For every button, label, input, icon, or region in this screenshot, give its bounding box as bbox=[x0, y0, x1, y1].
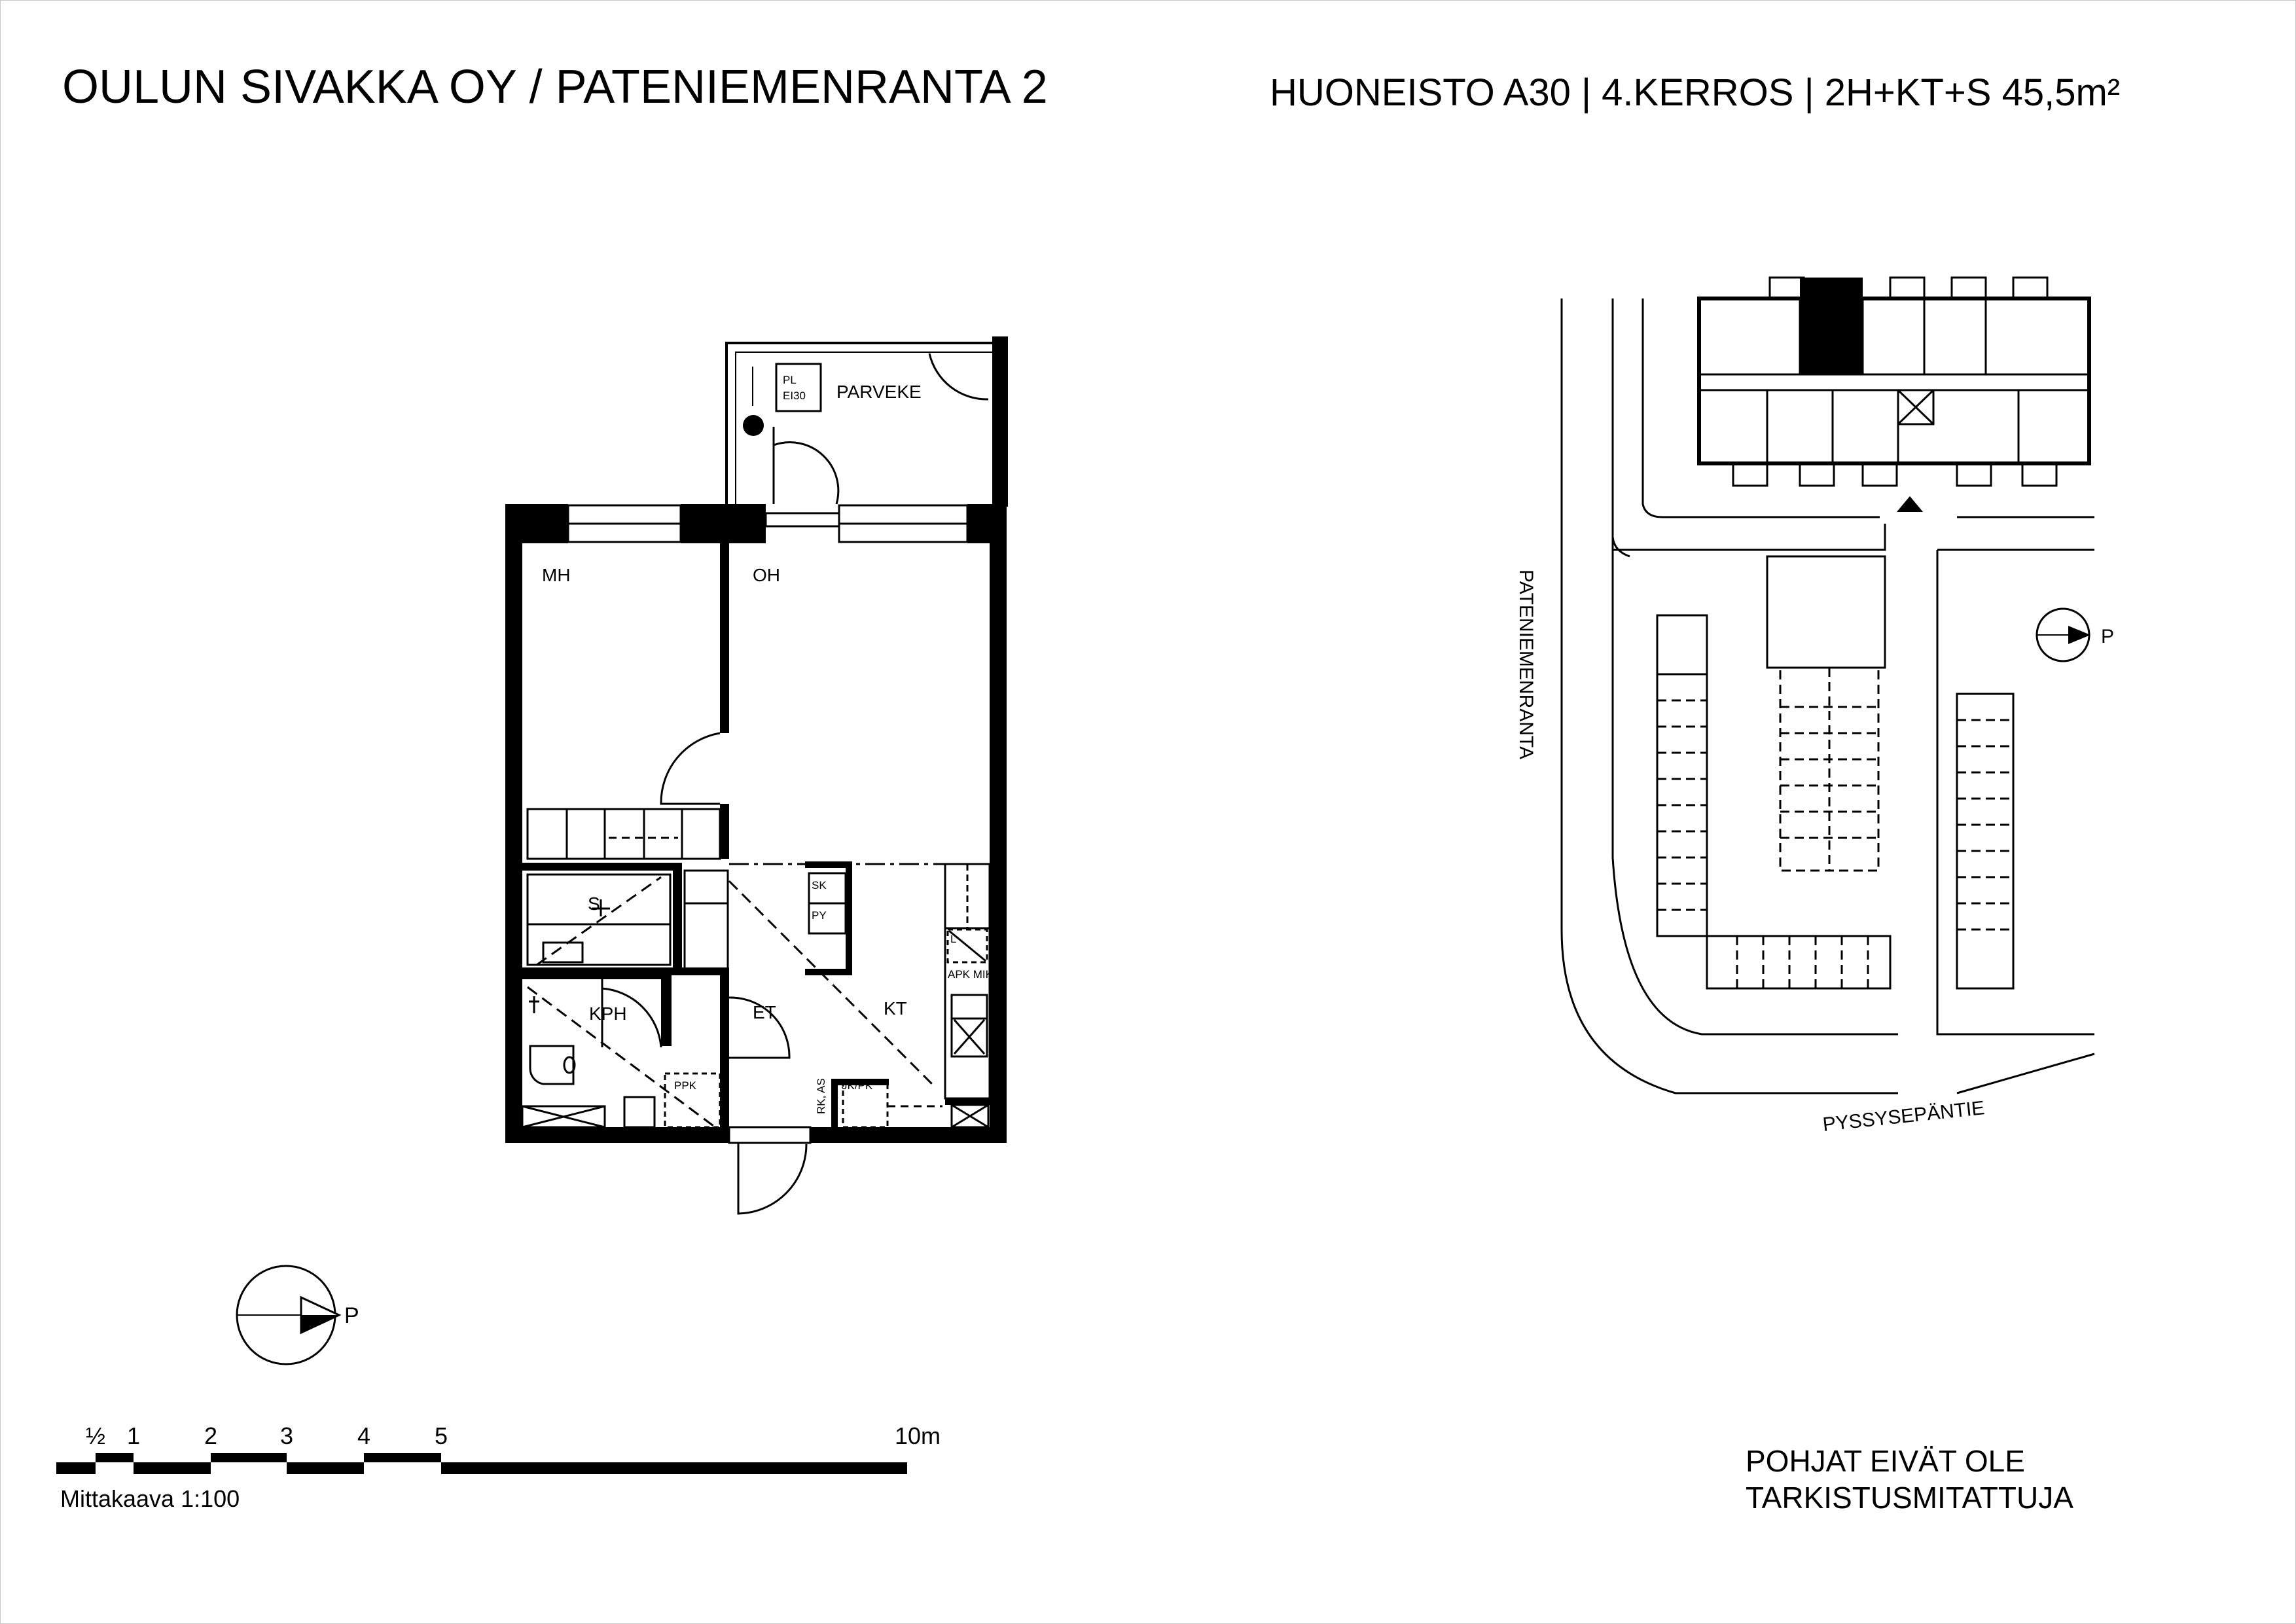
scale-tick-4: 4 bbox=[357, 1422, 371, 1449]
label-sk: SK bbox=[812, 879, 827, 892]
scale-tick-2: 2 bbox=[204, 1422, 218, 1449]
label-ei30: EI30 bbox=[783, 389, 806, 402]
site-compass-label: P bbox=[2101, 626, 2115, 647]
floor-plan bbox=[505, 336, 1008, 1214]
label-apk-mik: APK MIK bbox=[948, 968, 993, 981]
label-kitchen: KT bbox=[884, 998, 907, 1019]
compass bbox=[237, 1266, 359, 1364]
disclaimer-line-1: POHJAT EIVÄT OLE bbox=[1746, 1444, 2025, 1478]
label-ppk: PPK bbox=[674, 1079, 697, 1092]
label-jk-pk: JK/PK bbox=[842, 1079, 873, 1092]
label-py: PY bbox=[812, 909, 827, 922]
street-label-pateniemenranta: PATENIEMENRANTA bbox=[1515, 569, 1537, 760]
windows bbox=[568, 505, 967, 542]
scale-tick-3: 3 bbox=[279, 1422, 294, 1449]
label-sauna: S bbox=[588, 893, 600, 914]
street-label-pyssysepantie: PYSSYSEPÄNTIE bbox=[1821, 1097, 1986, 1136]
disclaimer-line-2: TARKISTUSMITATTUJA bbox=[1746, 1481, 2073, 1515]
label-pl: PL bbox=[783, 374, 797, 386]
scale-tick-5: 5 bbox=[434, 1422, 448, 1449]
site-plan bbox=[1562, 278, 2094, 1093]
compass-north-label: P bbox=[344, 1303, 359, 1328]
balcony bbox=[726, 343, 992, 504]
site-compass bbox=[2037, 609, 2114, 661]
label-bedroom: MH bbox=[542, 565, 571, 585]
label-rk-as: RK, AS bbox=[815, 1078, 827, 1114]
wardrobe bbox=[528, 809, 720, 859]
label-bathroom: KPH bbox=[589, 1003, 627, 1024]
drain-icon bbox=[743, 415, 764, 436]
entrance-marker-icon bbox=[1897, 496, 1923, 512]
label-l: L bbox=[950, 933, 957, 945]
bathroom bbox=[522, 979, 720, 1127]
balcony-door-threshold bbox=[766, 513, 839, 526]
disclaimer-note bbox=[1746, 1443, 2073, 1516]
label-living-room: OH bbox=[753, 565, 780, 585]
label-hallway: ET bbox=[753, 1002, 776, 1022]
apartment-info: HUONEISTO A30 | 4.KERROS | 2H+KT+S 45,5m² bbox=[1270, 71, 2121, 114]
sauna bbox=[528, 875, 670, 965]
label-balcony: PARVEKE bbox=[836, 382, 922, 402]
scale-tick-1: 1 bbox=[126, 1422, 141, 1449]
scale-tick-10m: 10m bbox=[894, 1422, 941, 1449]
scale-bar bbox=[56, 1422, 941, 1512]
document-title: OULUN SIVAKKA OY / PATENIEMENRANTA 2 bbox=[62, 61, 1048, 113]
interior-walls bbox=[505, 543, 991, 1127]
doors-hallway bbox=[729, 998, 810, 1214]
scale-tick-half: ½ bbox=[85, 1422, 106, 1449]
scale-caption: Mittakaava 1:100 bbox=[60, 1485, 240, 1512]
bedroom-door bbox=[661, 733, 720, 804]
room-labels bbox=[542, 382, 922, 1024]
highlighted-apartment bbox=[1800, 278, 1863, 374]
